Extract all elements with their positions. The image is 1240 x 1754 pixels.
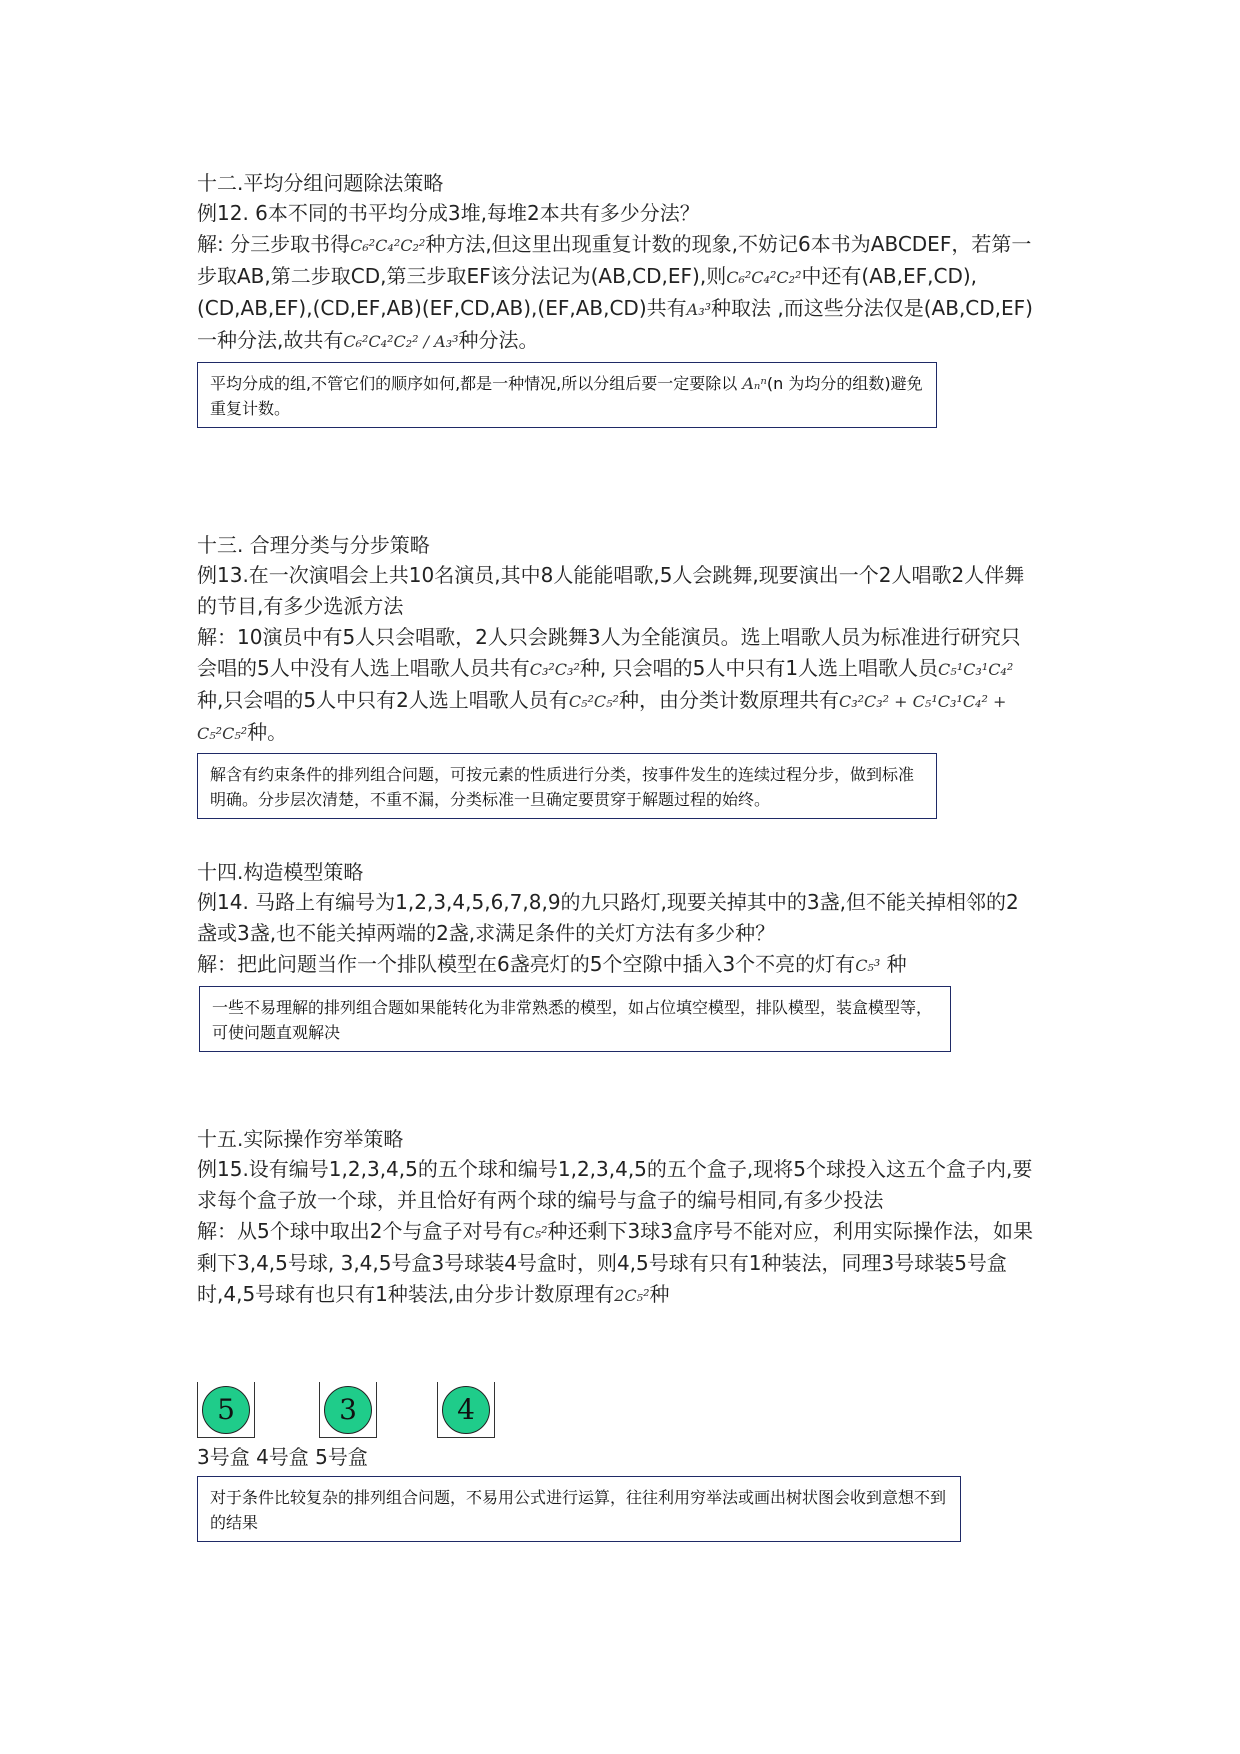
math-formula: C₅³ [855, 956, 881, 975]
solution-text: 解：10演员中有5人只会唱歌，2人只会跳舞3人为全能演员。选上唱歌人员为标准进行研究只会唱的5人中没有人选上唱歌人员共有C₃²C₃²种, 只会唱的5人中只有1人选上唱歌人员C₅¹C₃¹C₄²种,只会唱的5人中只有2人选上唱歌人员有C₅²C₅²种，由分类计数原理共有C₃²C₃² + C₅¹C₃¹C₄² + C₅²C₅²种。 [197, 625, 1021, 744]
section-heading: 十四.构造模型策略 [197, 860, 364, 884]
summary-box: 平均分成的组,不管它们的顺序如何,都是一种情况,所以分组后要一定要除以 Aₙⁿ(n 为均分的组数)避免重复计数。 [197, 362, 937, 428]
example-text: 例12. 6本不同的书平均分成3堆,每堆2本共有多少分法？ [197, 201, 700, 225]
solution-text: 剩下3,4,5号球, 3,4,5号盒3号球装4号盒时，则4,5号球有只有1种装法，同理3号球装5号盒时,4,5号球有也只有1种装法,由分步计数原理有2C₅²种 [197, 1251, 1007, 1306]
math-formula: C₅²C₅² [568, 692, 619, 711]
solution-text: 解：把此问题当作一个排队模型在6盏亮灯的5个空隙中插入3个不亮的灯有C₅³ 种 [197, 952, 907, 976]
math-formula: C₆²C₄²C₂² / A₃³ [343, 332, 459, 351]
section-heading: 十三. 合理分类与分步策略 [197, 533, 430, 557]
solution-text: 解: 分三步取书得C₆²C₄²C₂²种方法,但这里出现重复计数的现象,不妨记6本书为ABCDEF，若第一步取AB,第二步取CD,第三步取EF该分法记为(AB,CD,EF),则C₆²C₄²C₂²中还有(AB,EF,CD),(CD,AB,EF),(CD,EF,AB)(EF,CD,AB),(EF,AB,CD)共有A₃³种取法 ,而这些分法仅是(AB,CD,EF)一种分法,故共有C₆²C₄²C₂² / A₃³种分法。 [197, 232, 1033, 352]
math-formula: C₅¹C₃¹C₄² [938, 660, 1014, 679]
math-formula: C₆²C₄²C₂² [350, 236, 426, 255]
section-heading: 十五.实际操作穷举策略 [197, 1127, 404, 1151]
summary-box: 解含有约束条件的排列组合问题，可按元素的性质进行分类，按事件发生的连续过程分步，做到标准明确。分步层次清楚，不重不漏，分类标准一旦确定要贯穿于解题过程的始终。 [197, 753, 937, 819]
summary-box: 一些不易理解的排列组合题如果能转化为非常熟悉的模型，如占位填空模型，排队模型，装盒模型等，可使问题直观解决 [199, 986, 951, 1052]
math-formula: C₃²C₃² + C₅¹C₃¹C₄² + C₅²C₅² [197, 692, 1007, 743]
section-14 [197, 857, 1037, 981]
math-formula: C₆²C₄²C₂² [726, 268, 802, 287]
example-text: 例13.在一次演唱会上共10名演员,其中8人能能唱歌,5人会跳舞,现要演出一个2人唱歌2人伴舞的节目,有多少选派方法 [197, 563, 1025, 618]
section-heading: 十二.平均分组问题除法策略 [197, 171, 444, 195]
ball-box [437, 1382, 495, 1438]
ball: 4 [442, 1386, 490, 1434]
math-formula: 2C₅² [614, 1286, 650, 1305]
example-text: 例14. 马路上有编号为1,2,3,4,5,6,7,8,9的九只路灯,现要关掉其中的3盏,但不能关掉相邻的2盏或3盏,也不能关掉两端的2盏,求满足条件的关灯方法有多少种？ [197, 890, 1019, 945]
section-15 [197, 1124, 1037, 1311]
example-text: 例15.设有编号1,2,3,4,5的五个球和编号1,2,3,4,5的五个盒子,现将5个球投入这五个盒子内,要求每个盒子放一个球，并且恰好有两个球的编号与盒子的编号相同,有多少投法 [197, 1157, 1033, 1212]
section-12 [197, 168, 1037, 357]
ball-box [319, 1382, 377, 1438]
ball: 3 [324, 1386, 372, 1434]
math-formula: C₃²C₃² [529, 660, 580, 679]
math-formula: C₅² [522, 1223, 548, 1242]
ball: 5 [202, 1386, 250, 1434]
math-formula: Aₙⁿ [742, 374, 767, 393]
section-13 [197, 530, 1037, 749]
box-labels: 3号盒 4号盒 5号盒 [197, 1445, 368, 1469]
math-formula: A₃³ [686, 300, 712, 319]
summary-box: 对于条件比较复杂的排列组合问题，不易用公式进行运算，往往利用穷举法或画出树状图会收到意想不到的结果 [197, 1476, 961, 1542]
ball-box [197, 1382, 255, 1438]
solution-text: 解：从5个球中取出2个与盒子对号有C₅²种还剩下3球3盒序号不能对应，利用实际操作法，如果 [197, 1219, 1033, 1243]
